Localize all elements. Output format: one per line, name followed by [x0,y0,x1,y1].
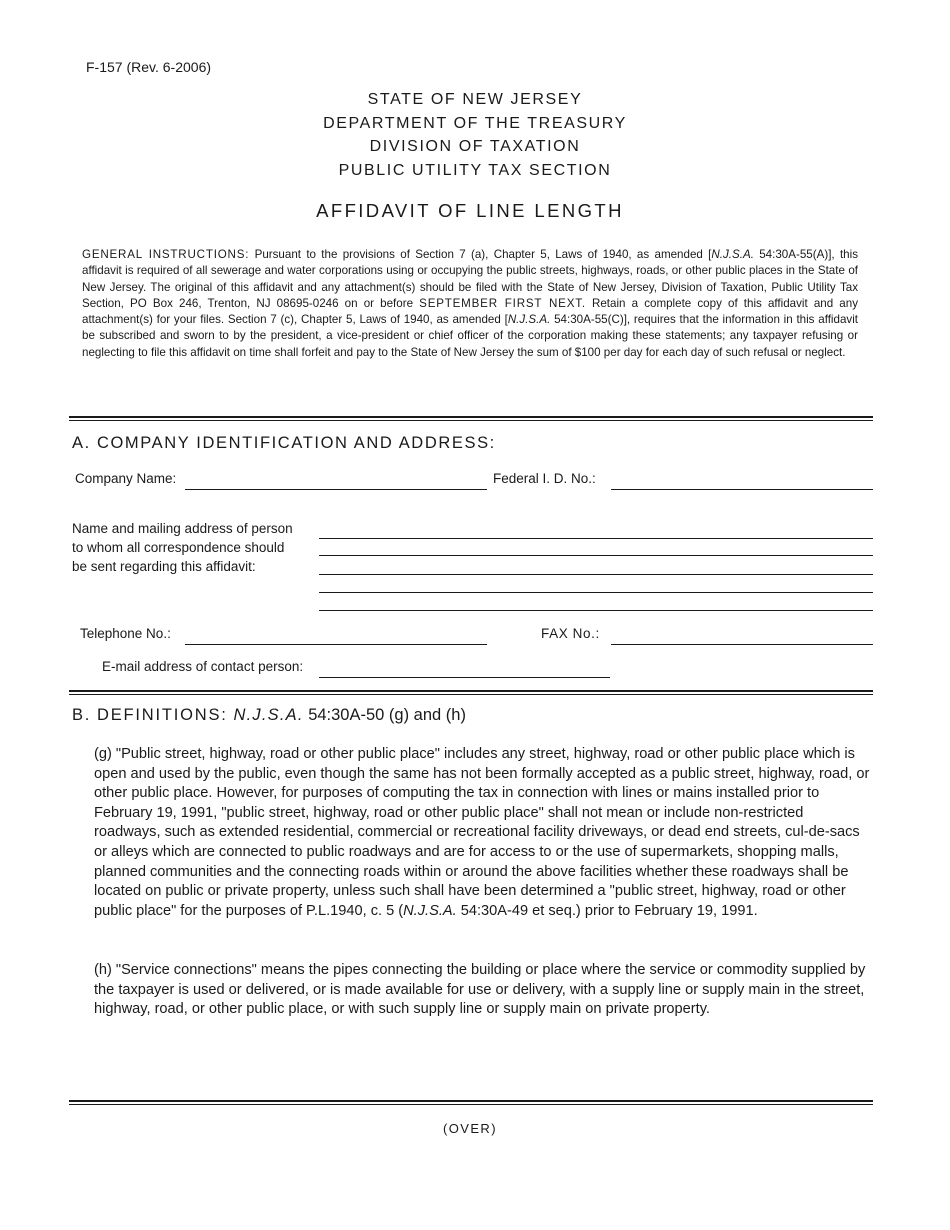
company-name-field[interactable] [185,472,487,490]
definition-g [94,745,870,921]
form-id: F-157 (Rev. 6-2006) [86,59,212,75]
section-b-heading [72,706,466,725]
telephone-field[interactable] [185,627,487,645]
federal-id-label: Federal I. D. No.: [493,471,596,486]
section-b-ref: 54:30A-50 (g) and (h) [303,706,466,724]
general-instructions [82,247,858,361]
instructions-deadline: SEPTEMBER FIRST NEXT. [419,296,586,310]
email-field[interactable] [319,660,610,678]
section-b-njsa: N.J.S.A. [233,706,304,724]
contact-address-line-1[interactable] [319,538,873,539]
contact-address-line-4[interactable] [319,592,873,593]
header-state: STATE OF NEW JERSEY [367,91,583,108]
section-divider [69,690,873,695]
page-footer-over: (OVER) [443,1121,497,1136]
contact-address-line-3[interactable] [319,574,873,575]
contact-address-label [72,519,293,576]
page-title: AFFIDAVIT OF LINE LENGTH [316,200,624,221]
fax-label: FAX No.: [541,626,600,641]
instructions-text: Retain a complete copy of this affidavit and any attachment(s) for your files. Section 7 (c), Chapter 5, Laws of 1940, as amended [ [82,296,858,327]
definition-g-njsa: N.J.S.A. [403,902,457,919]
header-department: DEPARTMENT OF THE TREASURY [323,114,627,132]
contact-label-line: to whom all correspondence should [72,540,285,555]
section-divider [69,1100,873,1105]
definition-g-text: (g) "Public street, highway, road or other public place" includes any street, highway, road or other public place which is open and used by the public, even though the same has not been formally accepted as a public street, highway, road, or other public place. However, for purposes of computing the tax in connection with lines or mains installed prior to February 19, 1991, "public street, highway, road or other public place" shall not mean or include non-restricted roadways, such as extended residential, commercial or recreational facility driveways, or dead end streets, cul-de-sacs or alleys which are connected to public roadways and are for access to or the use of supermarkets, shopping malls, planned communities and the connecting roads within or around the above facilities whether these roadways shall be located on public or private property, unless such shall have been determined a "public street, highway, road or other public place" for the purposes of P.L.1940, c. 5 ( [94,746,870,919]
telephone-label: Telephone No.: [80,626,171,641]
header-division: DIVISION OF TAXATION [369,138,581,155]
section-b-prefix: B. [72,706,92,724]
instructions-njsa: N.J.S.A. [711,248,754,261]
fax-field[interactable] [611,627,873,645]
contact-label-line: Name and mailing address of person [72,521,293,536]
header-section: PUBLIC UTILITY TAX SECTION [338,161,612,179]
instructions-text: 54:30A-55(C)], requires that the information in this affidavit be subscribed and sworn to by the president, a vice-president or chief officer of the corporation making these statements; any taxpayer refusing or neglecting to file this affidavit on time shall forfeit and pay to the State of New Jersey the sum of $100 per day for each day of such refusal or neglect. [82,313,858,359]
instructions-text: Pursuant to the provisions of Section 7 (a), Chapter 5, Laws of 1940, as amended [ [249,248,712,261]
section-divider [69,416,873,421]
instructions-label: GENERAL INSTRUCTIONS: [82,248,250,261]
agency-header [0,88,950,182]
contact-label-line: be sent regarding this affidavit: [72,559,256,574]
definition-g-end: 54:30A-49 et seq.) prior to February 19, 1991. [456,902,758,919]
instructions-text: 54:30A-55(A)], this affidavit is required of all sewerage and water corporations using or occupying the public streets, highways, roads, or other public places in the State of New Jersey. The original of this affidavit and any attachment(s) should be filed with the State of New Jersey, Division of Taxation, Public Utility Tax Section, PO Box 246, Trenton, NJ 08695-0246 on or before [82,248,858,310]
email-label: E-mail address of contact person: [102,659,304,674]
definition-h: (h) "Service connections" means the pipes connecting the building or place where the service or commodity supplied by the taxpayer is used or delivered, or is made available for use or delivery, with a supply line or supply main in the street, highway, road, or other public place, or with such supply line or supply main on private property. [94,962,866,1018]
section-b-title: DEFINITIONS: [97,706,228,724]
contact-address-line-5[interactable] [319,610,873,611]
instructions-njsa: N.J.S.A. [507,313,551,327]
federal-id-field[interactable] [611,472,873,490]
company-name-label: Company Name: [75,471,177,486]
section-a-heading: A. COMPANY IDENTIFICATION AND ADDRESS: [72,434,496,452]
contact-address-line-2[interactable] [319,555,873,556]
